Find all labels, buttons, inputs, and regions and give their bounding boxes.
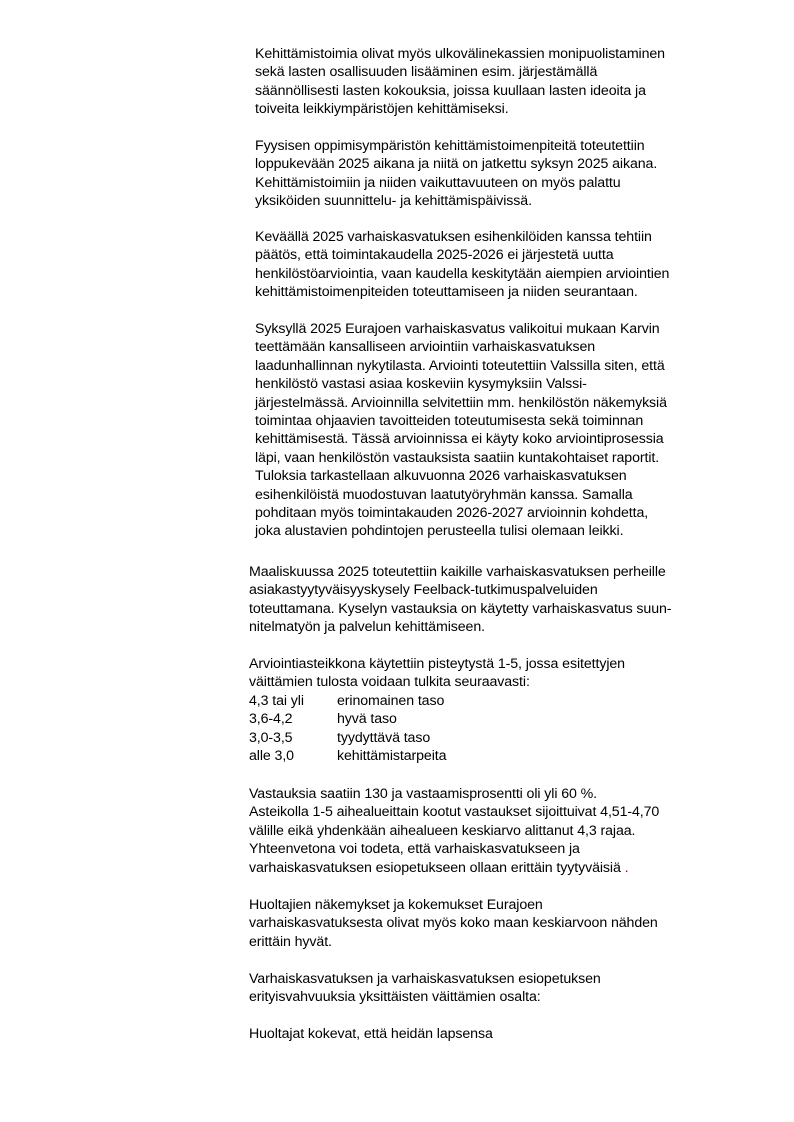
- scale-range: 3,6-4,2: [249, 711, 293, 728]
- text-fragment: varhaiskasvatuksen esiopetukseen ollaan erittäin tyytyväisiä: [249, 859, 625, 876]
- paragraph-physical-environment: [255, 137, 657, 211]
- paragraph-survey-results: [249, 785, 659, 877]
- text-line: päätös, että toimintakaudella 2025-2026 ei järjestetä uutta: [255, 247, 614, 264]
- scale-row: [249, 747, 625, 765]
- text-line: joka alustavien pohdintojen perusteella tulisi olemaan leikki.: [255, 523, 624, 540]
- paragraph-guardians-feel: [249, 1025, 493, 1043]
- text-line: Vastauksia saatiin 130 ja vastaamisprosentti oli yli 60 %.: [249, 786, 598, 802]
- text-line: Fyysisen oppimisympäristön kehittämistoimenpiteitä toteutettiin: [255, 138, 645, 154]
- scale-label: hyvä taso: [337, 711, 397, 728]
- text-line: Yhteenvetona voi todeta, että varhaiskasvatukseen ja: [249, 841, 580, 858]
- scale-row: [249, 692, 625, 710]
- scale-range: alle 3,0: [249, 747, 294, 764]
- text-line: kehittämistoimenpiteiden toteuttamiseen ja niiden seurantaan.: [255, 284, 638, 301]
- scale-row: [249, 710, 625, 728]
- text-line: Kehittämistoimia olivat myös ulkovälinekassien monipuolistaminen: [255, 46, 665, 62]
- text-line: henkilöstöarviointia, vaan kaudella keskitytään aiempien arviointien: [255, 265, 670, 282]
- text-line: asiakastyytyväisyyskysely Feelback-tutkimuspalveluiden: [249, 582, 598, 599]
- text-line: välille eikä yhdenkään aihealueen keskiarvo alittanut 4,3 rajaa.: [249, 822, 636, 839]
- text-line: Huoltajien näkemykset ja kokemukset Eurajoen: [249, 897, 543, 913]
- scale-range: 4,3 tai yli: [249, 692, 304, 709]
- text-line: Varhaiskasvatuksen ja varhaiskasvatuksen esiopetuksen: [249, 971, 601, 987]
- text-line: Huoltajat kokevat, että heidän lapsensa: [249, 1026, 493, 1042]
- text-line: teettämään kansalliseen arviointiin varhaiskasvatuksen: [255, 339, 596, 356]
- text-line: väittämien tulosta voidaan tulkita seuraavasti:: [249, 674, 530, 691]
- paragraph-spring-decision: [255, 228, 669, 302]
- scale-label: tyydyttävä taso: [337, 729, 431, 746]
- text-line: järjestelmässä. Arvioinnilla selvitettiin mm. henkilöstön näkemyksiä: [255, 394, 667, 411]
- paragraph-customer-survey: [249, 563, 671, 637]
- text-line: Syksyllä 2025 Eurajoen varhaiskasvatus valikoitui mukaan Karvin: [255, 321, 660, 337]
- text-line: Keväällä 2025 varhaiskasvatuksen esihenkilöiden kanssa tehtiin: [255, 229, 652, 245]
- scale-label: kehittämistarpeita: [337, 747, 447, 764]
- paragraph-karvi-evaluation: [255, 320, 667, 541]
- text-line: erittäin hyvät.: [249, 933, 332, 950]
- scale-row: [249, 729, 625, 747]
- text-line: esihenkilöistä muodostuvan laatutyöryhmän kanssa. Samalla: [255, 486, 633, 503]
- scale-range: 3,0-3,5: [249, 729, 293, 746]
- paragraph-rating-scale: [249, 655, 625, 765]
- text-line: Kehittämistoimiin ja niiden vaikuttavuuteen on myös palattu: [255, 174, 621, 191]
- text-line: henkilöstö vastasi asiaa koskeviin kysymyksiin Valssi-: [255, 376, 587, 393]
- paragraph-strengths: [249, 970, 601, 1007]
- text-line: läpi, vaan henkilöstön vastauksista saatiin kuntakohtaiset raportit.: [255, 449, 660, 466]
- text-line: erityisvahvuuksia yksittäisten väittämien osalta:: [249, 989, 541, 1006]
- text-line: säännöllisesti lasten kokouksia, joissa kuullaan lasten ideoita ja: [255, 82, 646, 99]
- highlighted-period: .: [624, 859, 629, 876]
- text-line: nitelmatyön ja palvelun kehittämiseen.: [249, 619, 485, 636]
- paragraph-guardian-views: [249, 896, 658, 951]
- text-line: toimintaa ohjaavien tavoitteiden toteutumisesta sekä toiminnan: [255, 412, 644, 429]
- text-line: sekä lasten osallisuuden lisääminen esim. järjestämällä: [255, 64, 598, 81]
- text-line: Arviointiasteikkona käytettiin pisteytystä 1-5, jossa esitettyjen: [249, 656, 625, 672]
- text-line: toteuttamana. Kyselyn vastauksia on käytetty varhaiskasvatus suun-: [249, 600, 672, 617]
- text-line: toiveita leikkiympäristöjen kehittämiseksi.: [255, 101, 509, 118]
- text-line: kehittämisestä. Tässä arvioinnissa ei käyty koko arviointiprosessia: [255, 431, 664, 448]
- text-line: Maaliskuussa 2025 toteutettiin kaikille varhaiskasvatuksen perheille: [249, 564, 666, 580]
- text-line: Asteikolla 1-5 aihealueittain kootut vastaukset sijoittuivat 4,51-4,70: [249, 804, 660, 821]
- text-line: varhaiskasvatuksesta olivat myös koko maan keskiarvoon nähden: [249, 915, 658, 932]
- text-line: [249, 859, 659, 877]
- text-line: laadunhallinnan nykytilasta. Arviointi toteutettiin Valssilla siten, että: [255, 357, 665, 374]
- text-line: loppukevään 2025 aikana ja niitä on jatkettu syksyn 2025 aikana.: [255, 156, 658, 173]
- paragraph-development-actions: [255, 45, 665, 119]
- text-line: pohditaan myös toimintakauden 2026-2027 arvioinnin kohdetta,: [255, 504, 649, 521]
- text-line: yksiköiden suunnittelu- ja kehittämispäivissä.: [255, 193, 532, 210]
- scale-label: erinomainen taso: [337, 692, 445, 709]
- text-line: Tuloksia tarkastellaan alkuvuonna 2026 varhaiskasvatuksen: [255, 468, 627, 485]
